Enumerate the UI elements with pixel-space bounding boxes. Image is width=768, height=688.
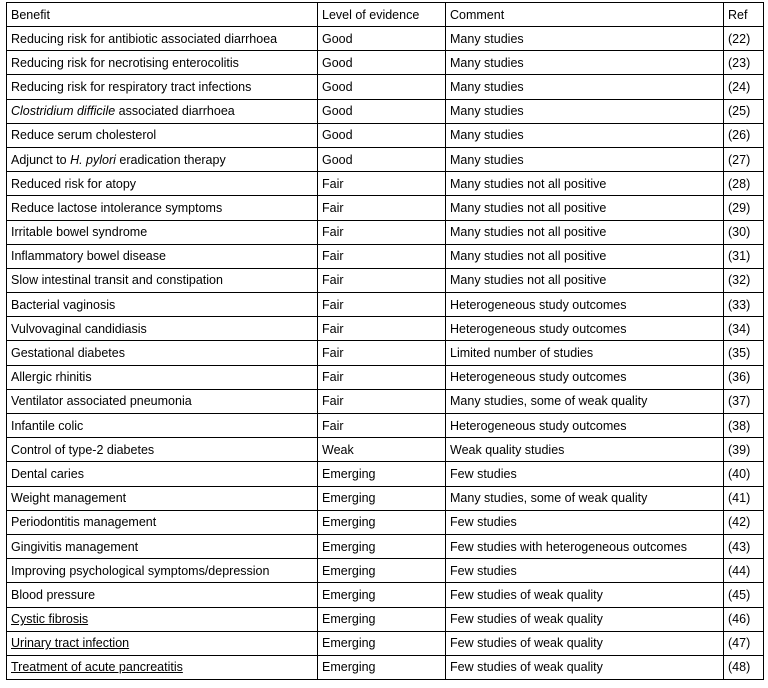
benefit-cell — [7, 123, 318, 147]
benefit-text: Slow intestinal transit and constipation — [11, 273, 223, 288]
level-cell: Emerging — [318, 607, 446, 631]
benefit-cell — [7, 341, 318, 365]
level-cell: Fair — [318, 244, 446, 268]
comment-cell: Many studies not all positive — [446, 196, 724, 220]
benefit-text: Inflammatory bowel disease — [11, 249, 166, 264]
ref-cell: (33) — [724, 293, 764, 317]
comment-cell: Heterogeneous study outcomes — [446, 317, 724, 341]
comment-cell: Many studies not all positive — [446, 244, 724, 268]
comment-cell: Few studies of weak quality — [446, 655, 724, 679]
ref-cell: (45) — [724, 583, 764, 607]
table-row — [7, 486, 764, 510]
benefit-text: Weight management — [11, 491, 127, 506]
table-row — [7, 365, 764, 389]
benefit-text: Reduced risk for atopy — [11, 176, 137, 191]
benefit-text: Infantile colic — [11, 418, 84, 433]
ref-cell: (35) — [724, 341, 764, 365]
level-cell: Good — [318, 147, 446, 171]
table-row — [7, 99, 764, 123]
table-row — [7, 341, 764, 365]
benefit-cell — [7, 293, 318, 317]
ref-cell: (24) — [724, 75, 764, 99]
table-row — [7, 220, 764, 244]
level-cell: Good — [318, 123, 446, 147]
comment-cell: Heterogeneous study outcomes — [446, 293, 724, 317]
level-cell: Emerging — [318, 510, 446, 534]
comment-cell: Heterogeneous study outcomes — [446, 365, 724, 389]
table-row — [7, 462, 764, 486]
benefit-cell — [7, 607, 318, 631]
level-cell: Emerging — [318, 631, 446, 655]
benefit-text: eradication therapy — [115, 152, 226, 167]
comment-cell: Many studies — [446, 123, 724, 147]
comment-cell: Weak quality studies — [446, 438, 724, 462]
benefit-cell — [7, 244, 318, 268]
table-row — [7, 51, 764, 75]
ref-cell: (30) — [724, 220, 764, 244]
comment-cell: Few studies of weak quality — [446, 583, 724, 607]
benefit-cell — [7, 389, 318, 413]
level-cell: Fair — [318, 365, 446, 389]
table-row — [7, 172, 764, 196]
ref-cell: (38) — [724, 414, 764, 438]
level-cell: Fair — [318, 172, 446, 196]
benefit-cell — [7, 462, 318, 486]
benefit-cell — [7, 438, 318, 462]
benefit-italic-text: H. pylori — [70, 152, 116, 167]
ref-cell: (46) — [724, 607, 764, 631]
comment-cell: Many studies, some of weak quality — [446, 486, 724, 510]
benefit-cell — [7, 317, 318, 341]
comment-cell: Many studies — [446, 75, 724, 99]
benefit-cell — [7, 414, 318, 438]
table-row — [7, 293, 764, 317]
ref-cell: (22) — [724, 27, 764, 51]
ref-cell: (28) — [724, 172, 764, 196]
ref-cell: (25) — [724, 99, 764, 123]
benefit-cell — [7, 172, 318, 196]
table-row — [7, 559, 764, 583]
benefit-text: Adjunct to — [11, 152, 71, 167]
table-row — [7, 27, 764, 51]
ref-cell: (26) — [724, 123, 764, 147]
level-cell: Fair — [318, 389, 446, 413]
table-row — [7, 268, 764, 292]
benefit-cell — [7, 75, 318, 99]
benefit-cell — [7, 655, 318, 679]
table-row — [7, 389, 764, 413]
ref-cell: (27) — [724, 147, 764, 171]
benefit-text: Dental caries — [11, 466, 84, 481]
comment-cell: Many studies — [446, 51, 724, 75]
benefit-cell — [7, 147, 318, 171]
table-row — [7, 75, 764, 99]
comment-cell: Few studies with heterogeneous outcomes — [446, 534, 724, 558]
benefit-cell — [7, 196, 318, 220]
ref-cell: (44) — [724, 559, 764, 583]
comment-cell: Few studies — [446, 462, 724, 486]
table-row — [7, 655, 764, 679]
benefit-text: Reducing risk for respiratory tract infections — [11, 79, 252, 94]
level-cell: Emerging — [318, 534, 446, 558]
header-row — [7, 3, 764, 27]
level-cell: Emerging — [318, 559, 446, 583]
benefit-text: Control of type-2 diabetes — [11, 442, 155, 457]
table-row — [7, 244, 764, 268]
benefit-cell — [7, 268, 318, 292]
header-level-of-evidence: Level of evidence — [318, 3, 446, 27]
comment-cell: Many studies not all positive — [446, 172, 724, 196]
table-row — [7, 534, 764, 558]
benefit-text: Improving psychological symptoms/depression — [11, 563, 270, 578]
table-row — [7, 147, 764, 171]
benefit-text: Bacterial vaginosis — [11, 297, 116, 312]
ref-cell: (34) — [724, 317, 764, 341]
level-cell: Emerging — [318, 583, 446, 607]
benefit-text: Reduce serum cholesterol — [11, 128, 157, 143]
comment-cell: Many studies, some of weak quality — [446, 389, 724, 413]
comment-cell: Heterogeneous study outcomes — [446, 414, 724, 438]
level-cell: Emerging — [318, 655, 446, 679]
comment-cell: Many studies — [446, 99, 724, 123]
level-cell: Weak — [318, 438, 446, 462]
table-body — [7, 27, 764, 680]
level-cell: Fair — [318, 293, 446, 317]
benefit-text: Treatment of acute pancreatitis — [11, 660, 183, 675]
ref-cell: (23) — [724, 51, 764, 75]
ref-cell: (39) — [724, 438, 764, 462]
header-benefit: Benefit — [7, 3, 318, 27]
benefit-text: Reduce lactose intolerance symptoms — [11, 200, 223, 215]
comment-cell: Few studies — [446, 559, 724, 583]
level-cell: Good — [318, 99, 446, 123]
benefit-text: Periodontitis management — [11, 515, 157, 530]
table-row — [7, 607, 764, 631]
benefit-cell — [7, 486, 318, 510]
benefit-cell — [7, 27, 318, 51]
benefit-cell — [7, 220, 318, 244]
benefit-text: Blood pressure — [11, 587, 96, 602]
benefit-text: Ventilator associated pneumonia — [11, 394, 192, 409]
table-row — [7, 196, 764, 220]
table-row — [7, 510, 764, 534]
comment-cell: Many studies — [446, 147, 724, 171]
comment-cell: Limited number of studies — [446, 341, 724, 365]
benefit-cell — [7, 534, 318, 558]
ref-cell: (36) — [724, 365, 764, 389]
benefit-text: Reducing risk for necrotising enterocolitis — [11, 55, 239, 70]
ref-cell: (41) — [724, 486, 764, 510]
comment-cell: Few studies of weak quality — [446, 607, 724, 631]
benefit-cell — [7, 631, 318, 655]
benefit-text: Reducing risk for antibiotic associated diarrhoea — [11, 31, 278, 46]
benefit-text: Cystic fibrosis — [11, 612, 89, 627]
benefit-cell — [7, 559, 318, 583]
level-cell: Good — [318, 51, 446, 75]
benefit-text: Allergic rhinitis — [11, 370, 92, 385]
comment-cell: Many studies not all positive — [446, 268, 724, 292]
level-cell: Fair — [318, 414, 446, 438]
benefit-text: Gingivitis management — [11, 539, 139, 554]
ref-cell: (37) — [724, 389, 764, 413]
benefit-cell — [7, 365, 318, 389]
evidence-table — [6, 2, 764, 680]
comment-cell: Many studies — [446, 27, 724, 51]
comment-cell: Many studies not all positive — [446, 220, 724, 244]
table-row — [7, 317, 764, 341]
table-row — [7, 414, 764, 438]
ref-cell: (29) — [724, 196, 764, 220]
benefit-text: associated diarrhoea — [115, 104, 235, 119]
benefit-text: Irritable bowel syndrome — [11, 225, 148, 240]
level-cell: Fair — [318, 341, 446, 365]
comment-cell: Few studies of weak quality — [446, 631, 724, 655]
benefit-cell — [7, 51, 318, 75]
table-row — [7, 123, 764, 147]
level-cell: Fair — [318, 196, 446, 220]
level-cell: Fair — [318, 317, 446, 341]
table-row — [7, 438, 764, 462]
benefit-cell — [7, 99, 318, 123]
ref-cell: (48) — [724, 655, 764, 679]
benefit-cell — [7, 583, 318, 607]
table-row — [7, 583, 764, 607]
benefit-italic-text: Clostridium difficile — [11, 104, 116, 119]
benefit-cell — [7, 510, 318, 534]
ref-cell: (40) — [724, 462, 764, 486]
level-cell: Fair — [318, 220, 446, 244]
level-cell: Emerging — [318, 462, 446, 486]
benefit-text: Urinary tract infection — [11, 636, 130, 651]
ref-cell: (42) — [724, 510, 764, 534]
level-cell: Emerging — [318, 486, 446, 510]
level-cell: Fair — [318, 268, 446, 292]
benefit-text: Vulvovaginal candidiasis — [11, 321, 147, 336]
ref-cell: (43) — [724, 534, 764, 558]
header-comment: Comment — [446, 3, 724, 27]
benefit-text: Gestational diabetes — [11, 346, 125, 361]
ref-cell: (32) — [724, 268, 764, 292]
level-cell: Good — [318, 75, 446, 99]
ref-cell: (31) — [724, 244, 764, 268]
table-row — [7, 631, 764, 655]
level-cell: Good — [318, 27, 446, 51]
comment-cell: Few studies — [446, 510, 724, 534]
header-ref: Ref — [724, 3, 764, 27]
ref-cell: (47) — [724, 631, 764, 655]
